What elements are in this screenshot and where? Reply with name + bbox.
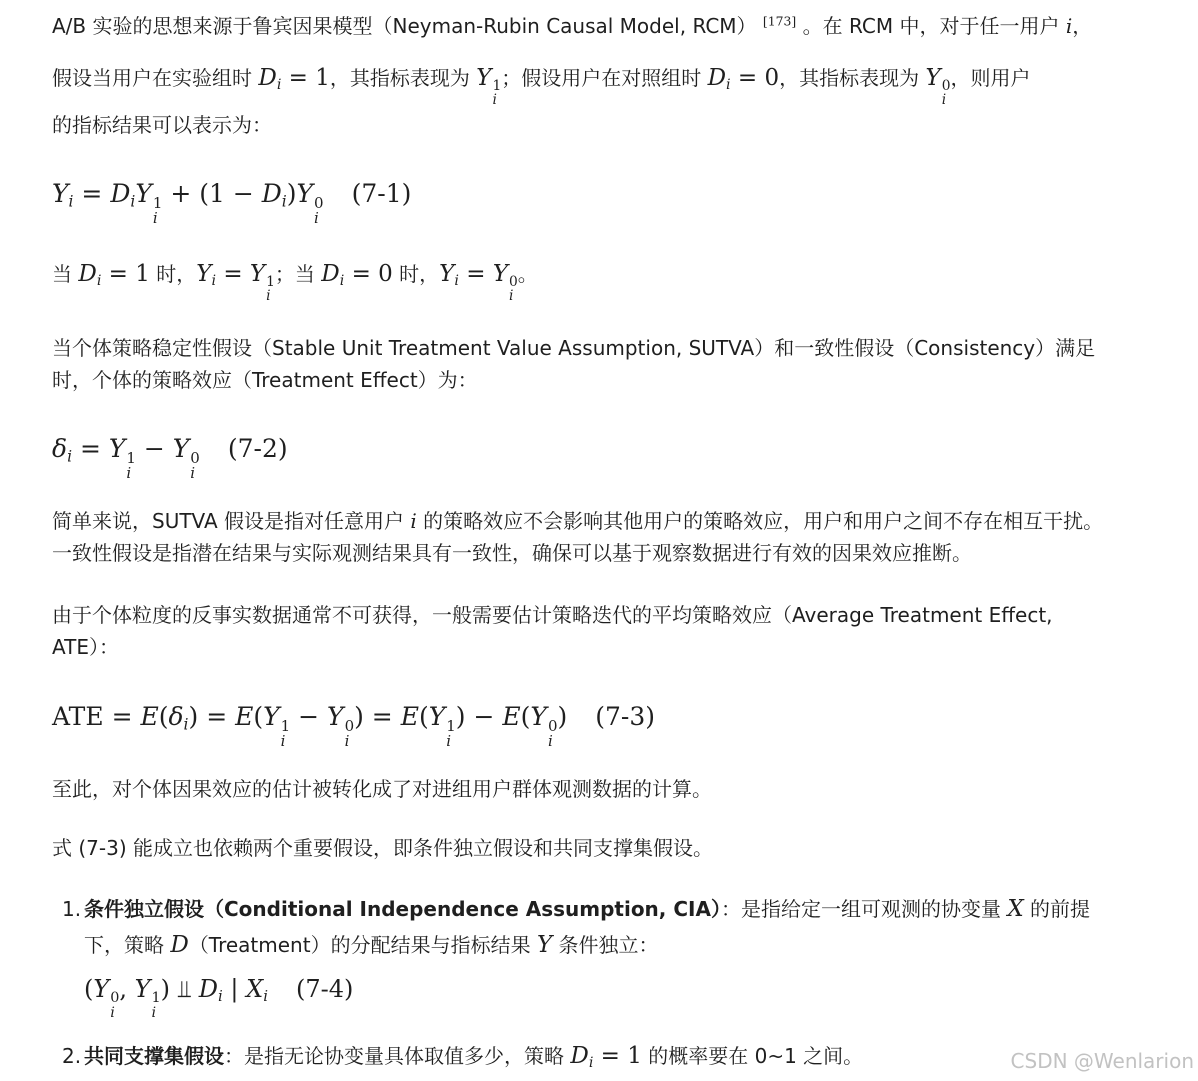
cases-line: 当 $D_i = 1$ 时，$Y_i = Y$ 1 i ；当 $D_i = 0$ 时，$Y_i = Y$ 0 i 。 xyxy=(52,261,538,305)
assumptions-intro: 式 (7-3) 能成立也依赖两个重要假设，即条件独立假设和共同支撑集假设。 xyxy=(52,836,713,860)
intro-paragraph-3: 的指标结果可以表示为： xyxy=(52,113,272,137)
equation-7-4: (Y 0 i , Y 1 i ) ⫫ $D_i$ | $X_i$ (7-4) xyxy=(84,975,354,1021)
intro-paragraph-2: 假设当用户在实验组时 $D_i = 1$，其指标表现为 Y 1 i ；假设用户在对照组时 $D_i = 0$，其指标表现为 Y 0 i ，则用户 xyxy=(52,65,1031,109)
equation-7-1: $Y_i = D_iY$ 1 i + $(1 - D_i)Y$ 0 i (7-1) xyxy=(52,179,412,227)
equation-7-2: $\delta_i = Y$ 1 i − Y 0 i (7-2) xyxy=(52,434,288,482)
sutva-explanation: 简单来说，SUTVA 假设是指对任意用户 i 的策略效应不会影响其他用户的策略效应，用户和用户之间不存在相互干扰。一致性假设是指潜在结果与实际观测结果具有一致性，确保可以基于观察数据进行有效的因果效应推断。 xyxy=(52,509,1104,565)
equation-tag: (7-2) xyxy=(227,434,288,463)
intro-paragraph: A/B 实验的思想来源于鲁宾因果模型（Neyman-Rubin Causal Model, RCM） [173] 。在 RCM 中，对于任一用户 i， xyxy=(52,13,1093,38)
equation-tag: (7-4) xyxy=(295,975,354,1003)
watermark: CSDN @Wenlarion xyxy=(1010,1049,1194,1073)
equation-7-3: ATE = $E(\delta_i) = E(Y$ 1 i − Y 0 i ) = E(Y 1 i ) − E(Y 0 i ) (7-3) xyxy=(52,702,656,750)
summary-paragraph: 至此，对个体因果效应的估计被转化成了对进组用户群体观测数据的计算。 xyxy=(52,777,712,801)
ate-paragraph: 由于个体粒度的反事实数据通常不可获得，一般需要估计策略迭代的平均策略效应（Average Treatment Effect, ATE）： xyxy=(52,603,1053,659)
citation[interactable]: [173] xyxy=(762,13,797,29)
equation-tag: (7-1) xyxy=(351,179,412,208)
equation-tag: (7-3) xyxy=(595,702,656,731)
sutva-paragraph: 当个体策略稳定性假设（Stable Unit Treatment Value Assumption, SUTVA）和一致性假设（Consistency）满足时，个体的策略效应（Treatment Effect）为： xyxy=(52,336,1096,392)
